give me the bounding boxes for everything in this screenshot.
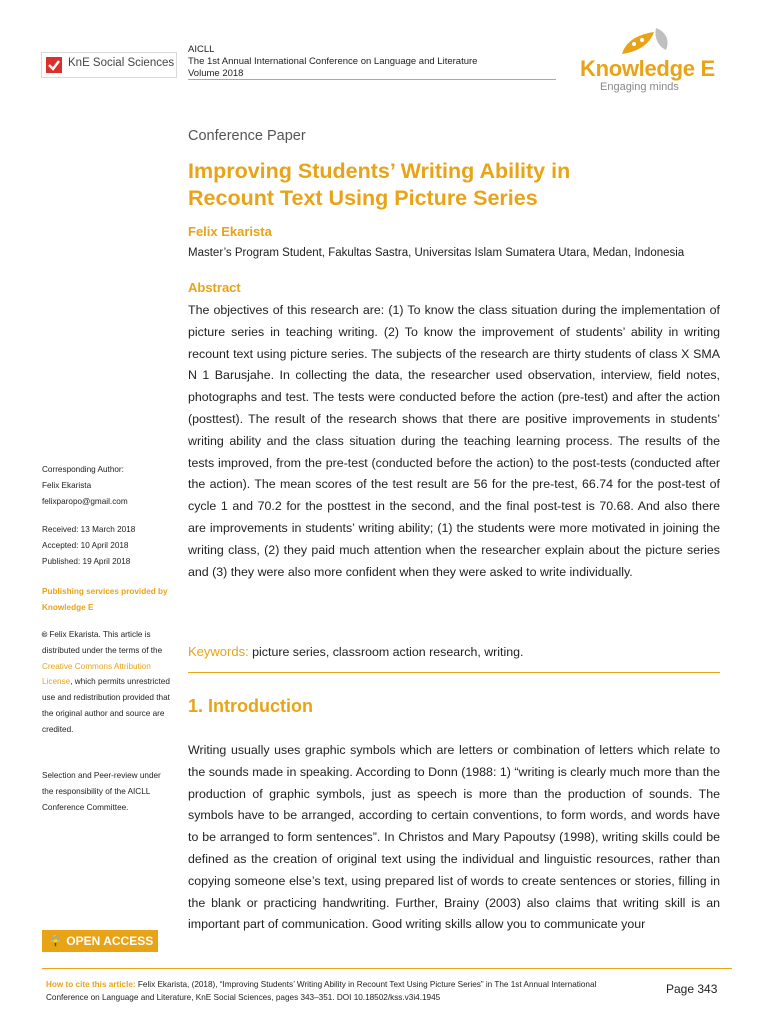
publisher-tagline: Engaging minds bbox=[600, 81, 679, 93]
abstract-heading: Abstract bbox=[188, 280, 241, 295]
license-note bbox=[42, 627, 174, 738]
page-number: Page 343 bbox=[666, 982, 718, 996]
paper-type: Conference Paper bbox=[188, 128, 306, 144]
license-link[interactable]: Creative Commons Attribution License bbox=[42, 661, 151, 687]
keywords bbox=[188, 644, 720, 659]
cc-icon: 🅭 bbox=[42, 630, 48, 639]
conference-full: The 1st Annual International Conference on Language and Literature bbox=[188, 56, 478, 67]
keywords-list: picture series, classroom action research, writing. bbox=[252, 645, 524, 659]
keywords-label: Keywords: bbox=[188, 644, 249, 659]
intro-text: Writing usually uses graphic symbols which are letters or combination of letters which relate to the sounds made in speaking. According to Donn (1988: 1) “writing is clearly much more than the production of graphic symbols, just as speech is more than the production of sounds. The symbols have to be arranged, according to certain conventions, to form words, and words have to be arranged to form sentences”. In Christos and Mary Papoutsy (1998), writing skills could be defined as the creation of original text using the individual and linguistic resources, rather than copying someone else’s text, using prepared list of words to create sentences or stories, filling in the blank or practicing handwriting. Further, Brainy (2003) also claims that writing skill is an important part of communication. Good writing skills allow you to communicate your bbox=[188, 743, 720, 932]
received-date: Received: 13 March 2018 bbox=[42, 525, 136, 534]
volume: Volume 2018 bbox=[188, 68, 244, 79]
dates bbox=[42, 522, 174, 569]
kne-logo-icon bbox=[46, 57, 62, 73]
author-name: Felix Ekarista bbox=[188, 224, 272, 239]
journal-name: KnE Social Sciences bbox=[68, 57, 175, 69]
corr-email[interactable]: felixparopo@gmail.com bbox=[42, 496, 128, 506]
author-affiliation: Master’s Program Student, Fakultas Sastra, Universitas Islam Sumatera Utara, Medan, Indonesia bbox=[188, 247, 685, 259]
intro-heading: 1. Introduction bbox=[188, 696, 313, 716]
cite-label: How to cite this article: bbox=[46, 980, 136, 989]
conference-short: AICLL bbox=[188, 44, 215, 55]
publisher-name: Knowledge E bbox=[580, 56, 715, 81]
publishing-services: Publishing services provided by Knowledge E bbox=[42, 587, 168, 612]
lock-icon: 🔒 bbox=[48, 934, 63, 948]
leaf-icon bbox=[612, 26, 672, 58]
peer-review-note: Selection and Peer-review under the responsibility of the AICLL Conference Committee. bbox=[42, 771, 161, 812]
published-date: Published: 19 April 2018 bbox=[42, 556, 131, 566]
journal-logo bbox=[41, 52, 177, 78]
corr-label: Corresponding Author: bbox=[42, 465, 124, 474]
citation bbox=[46, 978, 636, 1004]
header-divider bbox=[188, 79, 556, 80]
paper-title: Improving Students’ Writing Ability in Recount Text Using Picture Series bbox=[188, 159, 571, 210]
license-pre: Felix Ekarista. This article is distributed under the terms of the bbox=[42, 630, 163, 655]
open-access-badge bbox=[42, 930, 158, 952]
corresponding-author bbox=[42, 462, 174, 509]
footer-divider bbox=[42, 968, 732, 969]
conference-info bbox=[188, 44, 477, 80]
corr-name: Felix Ekarista bbox=[42, 480, 92, 490]
publisher-logo bbox=[576, 24, 722, 96]
cite-text: Felix Ekarista, (2018), “Improving Students’ Writing Ability in Recount Text Using Picture Series” in The 1st Annual International Conference on Language and Literature, KnE Social Sciences, pages 343–351. DOI 10.18502/kss.v3i4.1945 bbox=[46, 980, 597, 1002]
abstract-text: The objectives of this research are: (1) To know the class situation during the implementation of picture series in teaching writing. (2) To know the improvement of students’ ability in writing recount text using picture series. The subjects of the research are thirty students of class X SMA N 1 Barusjahe. In collecting the data, the researcher used observation, interview, field notes, photographs and test. The tests were conducted before the action (pre-test) and after the action (posttest). The result of the research shows that there are positive improvements in students’ writing ability and the class situation during the teaching learning process. The results of the tests improved, from the pre-test (conducted before the action) to the post-tests (conducted after the action). The mean scores of the test result are 56 for the pre-test, 66.74 for the post-test of cycle 1 and 70.2 for the posttest in the second, and the final post-test is 70.68. And also there are improvements in students’ writing ability; (1) the students were more motivated in joining the writing class, (2) they paid much attention when the researcher explain about the picture series and (3) they were also more confident when they were asked to write individually. bbox=[188, 303, 720, 579]
keywords-divider bbox=[188, 672, 720, 673]
accepted-date: Accepted: 10 April 2018 bbox=[42, 540, 129, 550]
open-access-label: OPEN ACCESS bbox=[66, 934, 154, 948]
license-post: , which permits unrestricted use and redistribution provided that the original author and source are credited. bbox=[42, 677, 170, 734]
